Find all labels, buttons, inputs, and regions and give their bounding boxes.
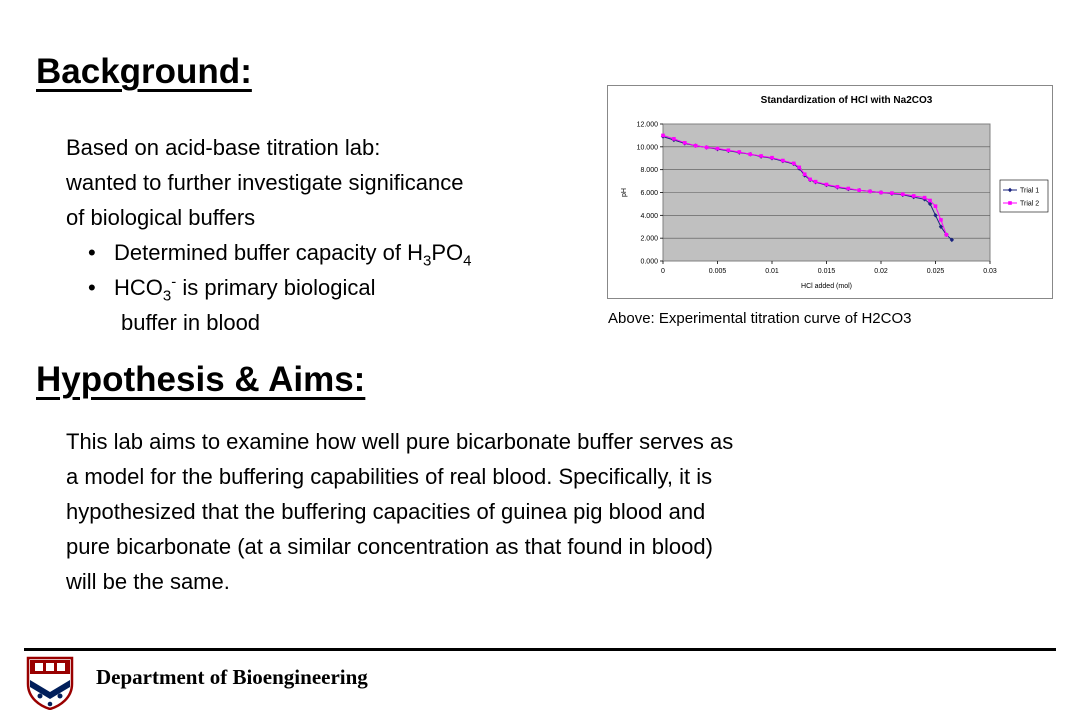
y-tick-label: 10.000 <box>636 144 658 152</box>
data-point <box>857 188 861 192</box>
data-point <box>879 191 883 195</box>
y-tick-label: 2.000 <box>640 235 658 243</box>
legend-label: Trial 2 <box>1020 200 1040 208</box>
legend-label: Trial 1 <box>1020 187 1040 195</box>
data-point <box>781 159 785 163</box>
y-tick-label: 12.000 <box>636 121 658 129</box>
y-tick-label: 0.000 <box>640 258 658 266</box>
data-point <box>847 187 851 191</box>
hypothesis-text <box>66 424 1006 599</box>
data-point <box>792 162 796 166</box>
data-point <box>928 199 932 203</box>
data-point <box>825 183 829 187</box>
x-tick-label: 0.005 <box>708 268 727 275</box>
hypothesis-line: a model for the buffering capabilities of real blood. Specifically, it is <box>66 464 713 489</box>
data-point <box>672 137 676 141</box>
chart-title: Standardization of HCl with Na2CO3 <box>760 95 933 106</box>
legend-marker <box>1008 201 1012 205</box>
data-point <box>759 154 763 158</box>
hypothesis-line: hypothesized that the buffering capacities of guinea pig blood and <box>66 499 706 524</box>
figure-caption: Above: Experimental titration curve of H2CO3 <box>608 310 912 327</box>
x-tick-label: 0.015 <box>817 268 836 275</box>
data-point <box>797 166 801 170</box>
data-point <box>808 178 812 182</box>
titration-chart-svg <box>608 86 1052 298</box>
bullet-continuation: buffer in blood <box>121 310 261 335</box>
data-point <box>912 194 916 198</box>
data-point <box>945 233 949 237</box>
department-name: Department of Bioengineering <box>96 665 368 689</box>
data-point <box>748 152 752 156</box>
data-point <box>727 148 731 152</box>
data-point <box>939 218 943 222</box>
bullet-dot-icon: • <box>88 240 96 265</box>
x-tick-label: 0.03 <box>983 268 997 275</box>
data-point <box>683 141 687 145</box>
bullet-dot-icon: • <box>88 275 96 300</box>
data-point <box>694 144 698 148</box>
x-axis-label: HCl added (mol) <box>801 283 852 290</box>
hypothesis-heading: Hypothesis & Aims: <box>36 360 366 399</box>
data-point <box>890 191 894 195</box>
data-point <box>716 147 720 151</box>
background-text <box>66 130 606 340</box>
x-tick-label: 0.025 <box>926 268 945 275</box>
y-axis-label: pH <box>621 188 628 197</box>
bullet-buffer-capacity: • Determined buffer capacity of $H_3PO_4$ <box>66 235 606 270</box>
data-point <box>923 196 927 200</box>
data-point <box>770 156 774 160</box>
x-tick-label: 0.01 <box>765 268 779 275</box>
y-tick-label: 8.000 <box>640 167 658 175</box>
data-point <box>661 134 665 138</box>
hypothesis-line: will be the same. <box>66 569 230 594</box>
bullet-bicarbonate: • $HCO_3^-$ is primary biological <box>66 270 606 305</box>
data-point <box>868 190 872 194</box>
x-tick-label: 0 <box>661 268 665 275</box>
data-point <box>803 172 807 176</box>
data-point <box>934 204 938 208</box>
background-line: wanted to further investigate significance <box>66 170 464 195</box>
university-shield-icon <box>26 656 74 710</box>
y-tick-label: 6.000 <box>640 190 658 197</box>
y-tick-label: 4.000 <box>640 212 658 220</box>
hypothesis-line: pure bicarbonate (at a similar concentration as that found in blood) <box>66 534 713 559</box>
data-point <box>901 192 905 196</box>
data-point <box>705 146 709 150</box>
titration-chart <box>607 85 1053 299</box>
data-point <box>738 150 742 154</box>
x-tick-label: 0.02 <box>874 268 888 275</box>
hypothesis-line: This lab aims to examine how well pure bicarbonate buffer serves as <box>66 429 734 454</box>
footer-divider <box>24 648 1056 651</box>
background-line: Based on acid-base titration lab: <box>66 135 381 160</box>
background-heading: Background: <box>36 52 252 91</box>
data-point <box>836 185 840 189</box>
data-point <box>814 180 818 184</box>
background-line: of biological buffers <box>66 205 256 230</box>
